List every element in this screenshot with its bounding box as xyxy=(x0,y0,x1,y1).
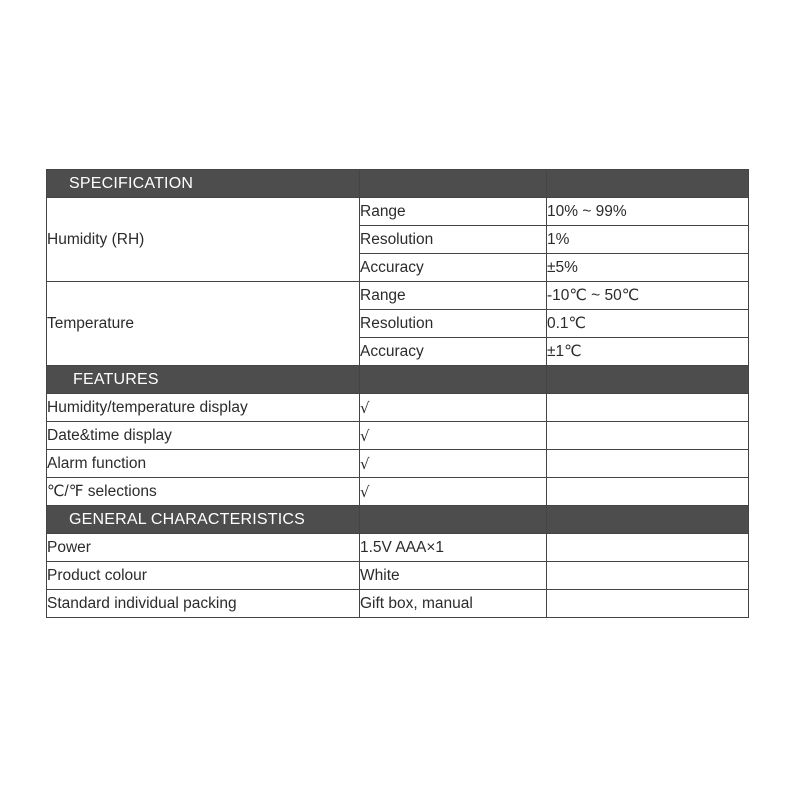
general-row xyxy=(47,562,749,590)
general-label: Standard individual packing xyxy=(47,590,360,618)
humidity-accuracy-value: ±5% xyxy=(547,254,749,282)
feature-label: ℃/℉ selections xyxy=(47,478,360,506)
feature-label: Alarm function xyxy=(47,450,360,478)
humidity-label: Humidity (RH) xyxy=(47,198,360,282)
humidity-resolution-value: 1% xyxy=(547,226,749,254)
temperature-range-param: Range xyxy=(360,282,547,310)
features-heading: FEATURES xyxy=(47,366,360,394)
general-row xyxy=(47,534,749,562)
general-header-row xyxy=(47,506,749,534)
check-mark-icon: √ xyxy=(360,478,547,506)
feature-row xyxy=(47,450,749,478)
humidity-resolution-param: Resolution xyxy=(360,226,547,254)
humidity-range-param: Range xyxy=(360,198,547,226)
features-header-row xyxy=(47,366,749,394)
temperature-range-value: -10℃ ~ 50℃ xyxy=(547,282,749,310)
temperature-range-row xyxy=(47,282,749,310)
feature-label: Humidity/temperature display xyxy=(47,394,360,422)
humidity-accuracy-param: Accuracy xyxy=(360,254,547,282)
temperature-accuracy-param: Accuracy xyxy=(360,338,547,366)
specification-header-row xyxy=(47,170,749,198)
general-row xyxy=(47,590,749,618)
general-value: 1.5V AAA×1 xyxy=(360,534,547,562)
humidity-range-value: 10% ~ 99% xyxy=(547,198,749,226)
temperature-accuracy-value: ±1℃ xyxy=(547,338,749,366)
feature-row xyxy=(47,422,749,450)
specification-table xyxy=(46,169,749,618)
temperature-resolution-value: 0.1℃ xyxy=(547,310,749,338)
general-value: White xyxy=(360,562,547,590)
temperature-label: Temperature xyxy=(47,282,360,366)
feature-row xyxy=(47,394,749,422)
feature-label: Date&time display xyxy=(47,422,360,450)
humidity-range-row xyxy=(47,198,749,226)
general-heading: GENERAL CHARACTERISTICS xyxy=(47,506,360,534)
specification-heading: SPECIFICATION xyxy=(47,170,360,198)
general-label: Product colour xyxy=(47,562,360,590)
general-value: Gift box, manual xyxy=(360,590,547,618)
check-mark-icon: √ xyxy=(360,422,547,450)
general-label: Power xyxy=(47,534,360,562)
temperature-resolution-param: Resolution xyxy=(360,310,547,338)
check-mark-icon: √ xyxy=(360,450,547,478)
check-mark-icon: √ xyxy=(360,394,547,422)
feature-row xyxy=(47,478,749,506)
